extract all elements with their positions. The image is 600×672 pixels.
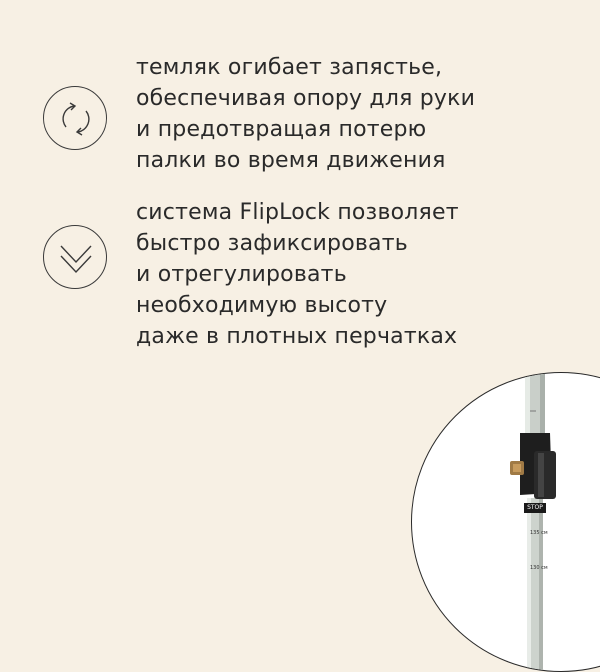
trekking-pole-fliplock-photo bbox=[411, 372, 600, 672]
scale-mark: 135 см bbox=[530, 530, 548, 536]
feature-line: необходимую высоту bbox=[136, 293, 388, 318]
feature-line: система FlipLock позволяет bbox=[136, 200, 459, 225]
refresh-cycle-icon bbox=[43, 86, 107, 150]
feature-line: обеспечивая опору для руки bbox=[136, 86, 476, 111]
feature-text-wrist-strap bbox=[136, 52, 576, 176]
stop-label: STOP bbox=[527, 504, 543, 511]
feature-line: даже в плотных перчатках bbox=[136, 324, 458, 349]
scale-mark: 130 см bbox=[530, 565, 548, 571]
feature-line: палки во время движения bbox=[136, 148, 446, 173]
feature-line: темляк огибает запястье, bbox=[136, 55, 443, 80]
feature-line: и отрегулировать bbox=[136, 262, 347, 287]
feature-text-fliplock bbox=[136, 197, 576, 352]
feature-line: быстро зафиксировать bbox=[136, 231, 408, 256]
double-chevron-down-icon bbox=[43, 225, 107, 289]
feature-line: и предотвращая потерю bbox=[136, 117, 427, 142]
